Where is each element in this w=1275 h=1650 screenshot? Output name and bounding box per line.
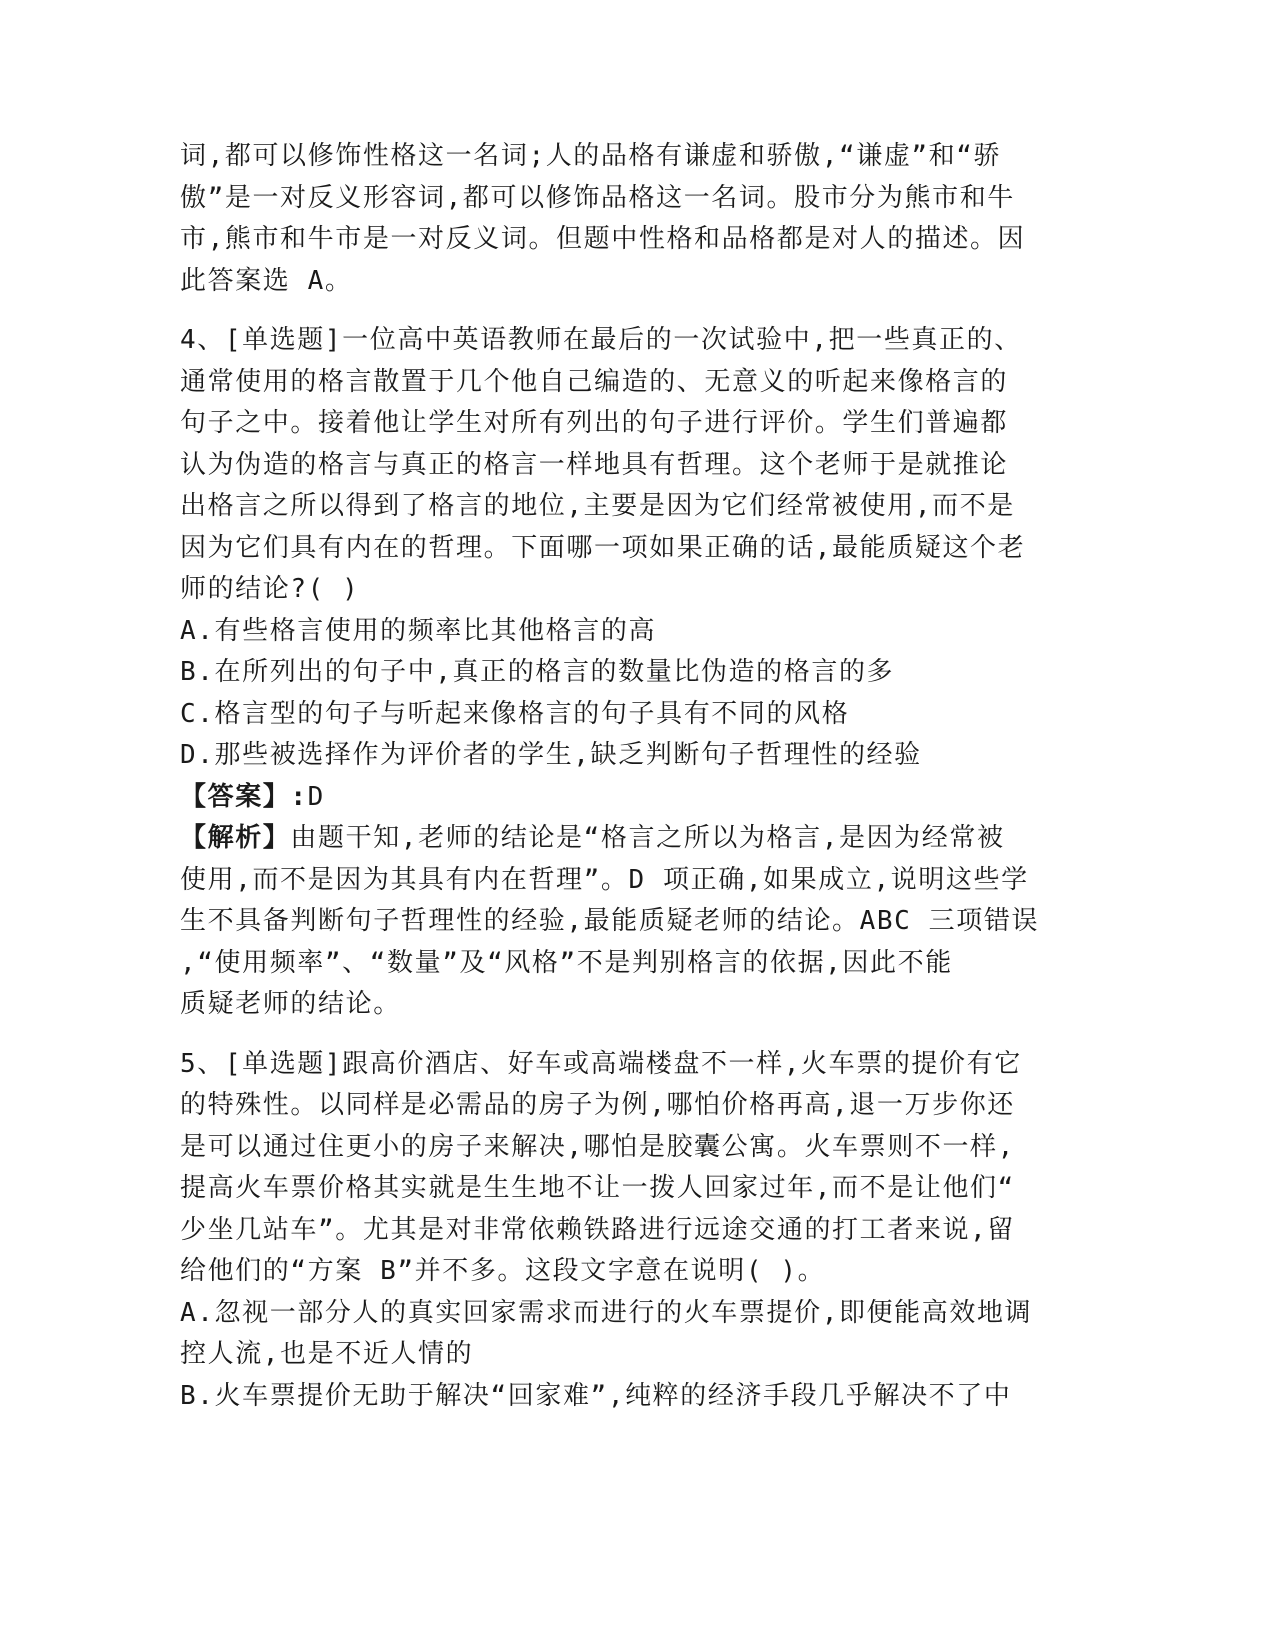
text-line: 傲”是一对反义形容词,都可以修饰品格这一名词。股市分为熊市和牛 bbox=[180, 182, 1015, 213]
option-a: A.有些格言使用的频率比其他格言的高 bbox=[180, 615, 657, 646]
text-line: 提高火车票价格其实就是生生地不让一拨人回家过年,而不是让他们“ bbox=[180, 1173, 1015, 1203]
explanation-label: 【解析】 bbox=[180, 823, 291, 853]
question-stem bbox=[180, 1044, 1040, 1293]
text-line: 使用,而不是因为其具有内在哲理”。D 项正确,如果成立,说明这些学 bbox=[180, 864, 1029, 895]
text-line: 市,熊市和牛市是一对反义词。但题中性格和品格都是对人的描述。因 bbox=[180, 224, 1026, 254]
text-line: 质疑老师的结论。 bbox=[180, 989, 401, 1019]
text-line: 认为伪造的格言与真正的格言一样地具有哲理。这个老师于是就推论 bbox=[180, 449, 1009, 480]
explanation-text: 由题干知,老师的结论是“格言之所以为格言,是因为经常被 bbox=[290, 823, 1005, 853]
option-b: B.在所列出的句子中,真正的格言的数量比伪造的格言的多 bbox=[180, 657, 895, 687]
text-line: 因为它们具有内在的哲理。下面哪一项如果正确的话,最能质疑这个老 bbox=[180, 532, 1026, 563]
text-line: ,“使用频率”、“数量”及“风格”不是判别格言的依据,因此不能 bbox=[180, 947, 953, 978]
option-a-continued: 控人流,也是不近人情的 bbox=[180, 1339, 474, 1369]
question-5 bbox=[180, 1044, 1040, 1418]
text-line bbox=[180, 818, 1040, 860]
answer-value: D bbox=[307, 781, 325, 812]
option-d: D.那些被选择作为评价者的学生,缺乏判断句子哲理性的经验 bbox=[180, 740, 922, 770]
text-line: 师的结论?( ) bbox=[180, 574, 360, 604]
option-list bbox=[180, 1293, 1040, 1418]
option-c: C.格言型的句子与听起来像格言的句子具有不同的风格 bbox=[180, 698, 850, 729]
text-line: 词,都可以修饰性格这一名词;人的品格有谦虚和骄傲,“谦虚”和“骄 bbox=[180, 141, 1002, 171]
text-line: 的特殊性。以同样是必需品的房子为例,哪怕价格再高,退一万步你还 bbox=[180, 1090, 1015, 1120]
text-line: 通常使用的格言散置于几个他自己编造的、无意义的听起来像格言的 bbox=[180, 366, 1009, 397]
question-4 bbox=[180, 320, 1040, 1026]
text-line: 句子之中。接着他让学生对所有列出的句子进行评价。学生们普遍都 bbox=[180, 408, 1009, 438]
answer-line bbox=[180, 777, 1040, 819]
question-stem bbox=[180, 320, 1040, 611]
option-b: B.火车票提价无助于解决“回家难”,纯粹的经济手段几乎解决不了中 bbox=[180, 1380, 1012, 1411]
text-line: 出格言之所以得到了格言的地位,主要是因为它们经常被使用,而不是 bbox=[180, 491, 1015, 521]
text-line: 给他们的“方案 B”并不多。这段文字意在说明( )。 bbox=[180, 1256, 826, 1286]
text-line: 少坐几站车”。尤其是对非常依赖铁路进行远途交通的打工者来说,留 bbox=[180, 1214, 1015, 1245]
text-line: 此答案选 A。 bbox=[180, 265, 353, 296]
explanation bbox=[180, 818, 1040, 1026]
text-line: 生不具备判断句子哲理性的经验,最能质疑老师的结论。ABC 三项错误 bbox=[180, 906, 1040, 936]
q3-explanation-tail bbox=[180, 136, 1040, 302]
document-page bbox=[180, 136, 1040, 1417]
text-line: 5、[单选题]跟高价酒店、好车或高端楼盘不一样,火车票的提价有它 bbox=[180, 1048, 1022, 1079]
text-line: 是可以通过住更小的房子来解决,哪怕是胶囊公寓。火车票则不一样, bbox=[180, 1131, 1015, 1162]
option-a: A.忽视一部分人的真实回家需求而进行的火车票提价,即便能高效地调 bbox=[180, 1297, 1033, 1328]
option-list bbox=[180, 611, 1040, 777]
answer-label: 【答案】: bbox=[180, 781, 308, 812]
text-line: 4、[单选题]一位高中英语教师在最后的一次试验中,把一些真正的、 bbox=[180, 325, 1022, 355]
